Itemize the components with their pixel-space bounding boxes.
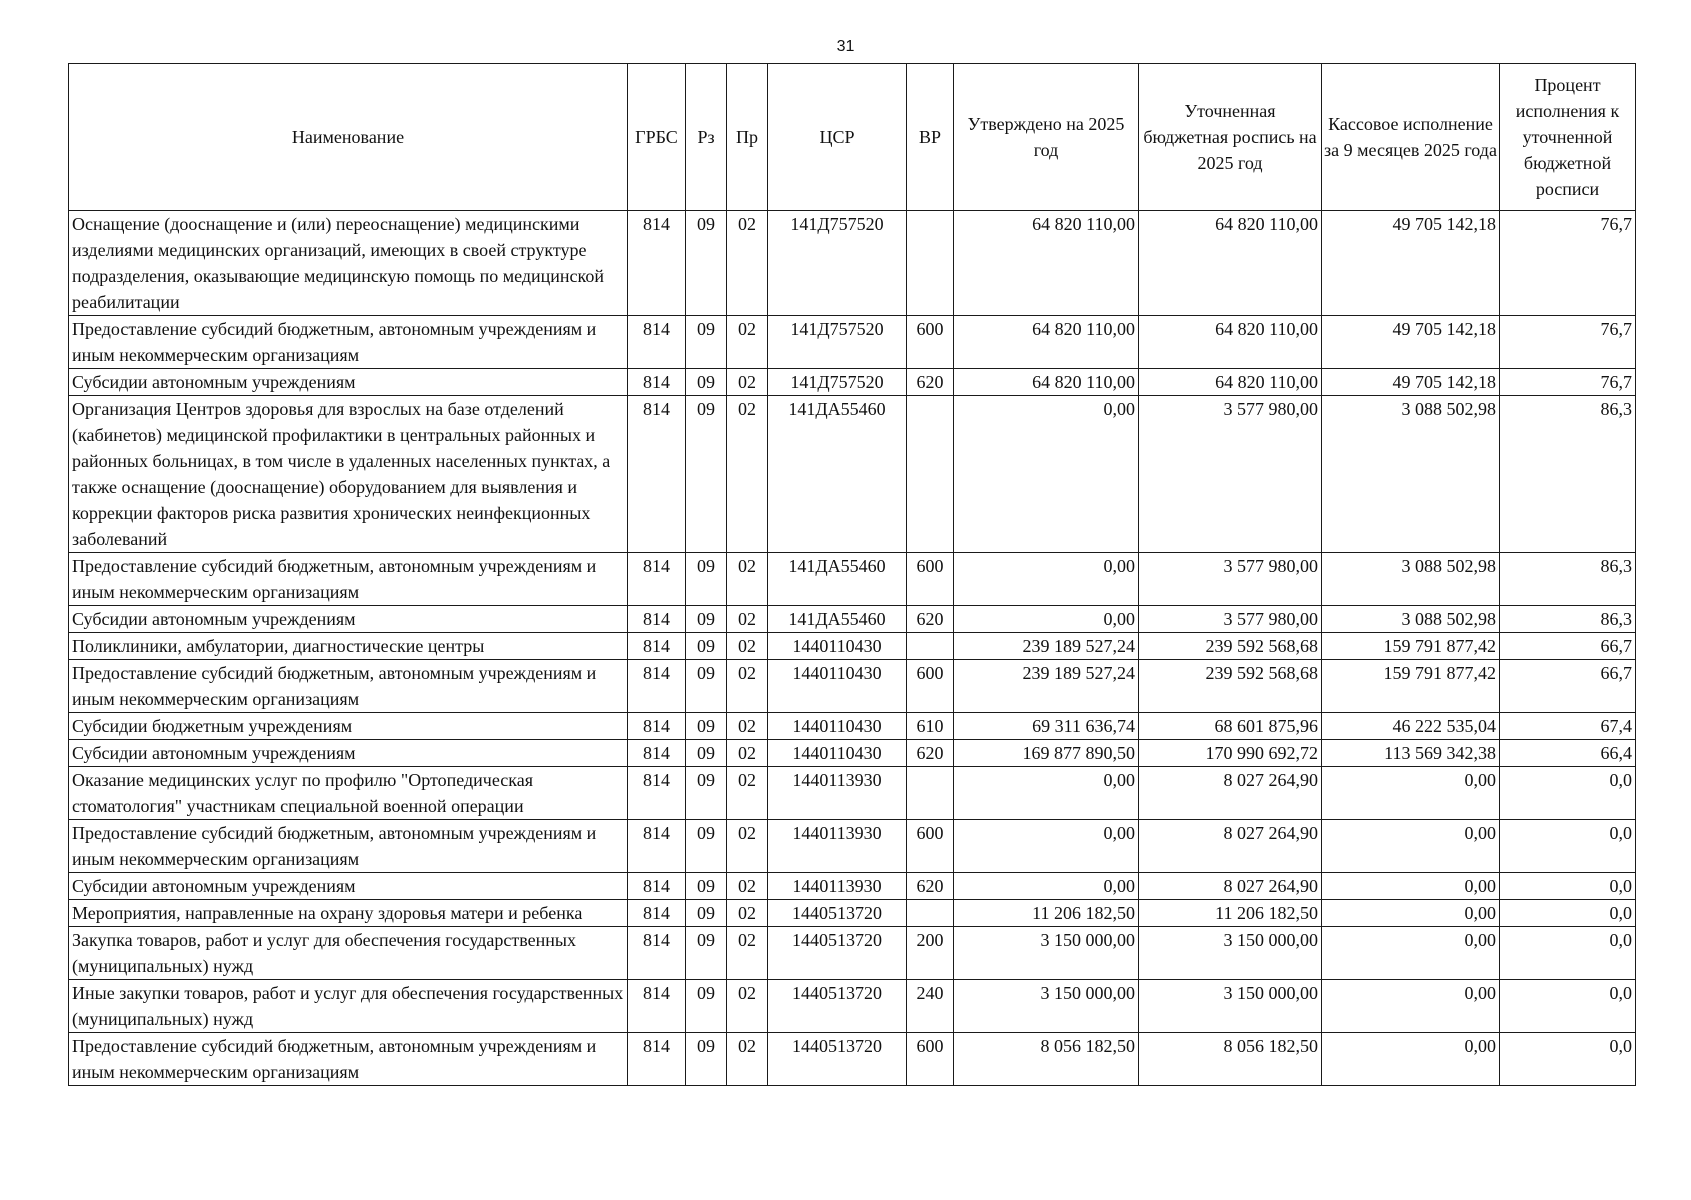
cell-cash: 49 705 142,18	[1322, 211, 1500, 316]
cell-name: Иные закупки товаров, работ и услуг для обеспечения государственных (муниципальных) нужд	[69, 980, 628, 1033]
cell-csr: 141Д757520	[768, 316, 907, 369]
cell-cash: 0,00	[1322, 873, 1500, 900]
cell-refined: 239 592 568,68	[1139, 633, 1322, 660]
cell-refined: 68 601 875,96	[1139, 713, 1322, 740]
cell-vr: 620	[907, 740, 954, 767]
cell-vr: 610	[907, 713, 954, 740]
cell-csr: 1440513720	[768, 1033, 907, 1086]
table-row	[69, 927, 1636, 980]
cell-approved: 239 189 527,24	[954, 633, 1139, 660]
cell-percent: 0,0	[1500, 873, 1636, 900]
cell-cash: 49 705 142,18	[1322, 369, 1500, 396]
cell-percent: 76,7	[1500, 316, 1636, 369]
cell-percent: 86,3	[1500, 606, 1636, 633]
cell-refined: 3 577 980,00	[1139, 396, 1322, 553]
cell-rz: 09	[686, 633, 727, 660]
cell-name: Поликлиники, амбулатории, диагностические центры	[69, 633, 628, 660]
cell-percent: 0,0	[1500, 820, 1636, 873]
table-row	[69, 396, 1636, 553]
cell-rz: 09	[686, 606, 727, 633]
cell-name: Предоставление субсидий бюджетным, автономным учреждениям и иным некоммерческим организациям	[69, 660, 628, 713]
cell-grbs: 814	[628, 873, 686, 900]
cell-csr: 1440110430	[768, 660, 907, 713]
cell-grbs: 814	[628, 553, 686, 606]
cell-grbs: 814	[628, 767, 686, 820]
cell-approved: 0,00	[954, 767, 1139, 820]
cell-rz: 09	[686, 553, 727, 606]
cell-approved: 3 150 000,00	[954, 927, 1139, 980]
cell-pr: 02	[727, 767, 768, 820]
cell-name: Предоставление субсидий бюджетным, автономным учреждениям и иным некоммерческим организациям	[69, 553, 628, 606]
cell-approved: 239 189 527,24	[954, 660, 1139, 713]
cell-refined: 3 577 980,00	[1139, 606, 1322, 633]
cell-csr: 1440110430	[768, 713, 907, 740]
cell-rz: 09	[686, 740, 727, 767]
cell-name: Субсидии бюджетным учреждениям	[69, 713, 628, 740]
cell-grbs: 814	[628, 713, 686, 740]
cell-approved: 0,00	[954, 820, 1139, 873]
cell-cash: 3 088 502,98	[1322, 553, 1500, 606]
col-header-approved: Утверждено на 2025 год	[954, 64, 1139, 211]
cell-percent: 0,0	[1500, 980, 1636, 1033]
cell-pr: 02	[727, 660, 768, 713]
cell-pr: 02	[727, 396, 768, 553]
cell-grbs: 814	[628, 606, 686, 633]
cell-vr	[907, 633, 954, 660]
cell-name: Субсидии автономным учреждениям	[69, 606, 628, 633]
cell-vr	[907, 396, 954, 553]
cell-rz: 09	[686, 767, 727, 820]
cell-pr: 02	[727, 211, 768, 316]
cell-csr: 1440513720	[768, 927, 907, 980]
page-number: 31	[836, 38, 855, 55]
cell-csr: 1440513720	[768, 980, 907, 1033]
cell-refined: 3 150 000,00	[1139, 980, 1322, 1033]
cell-pr: 02	[727, 606, 768, 633]
cell-pr: 02	[727, 873, 768, 900]
cell-pr: 02	[727, 1033, 768, 1086]
col-header-name: Наименование	[69, 64, 628, 211]
cell-rz: 09	[686, 316, 727, 369]
cell-csr: 1440513720	[768, 900, 907, 927]
cell-vr	[907, 900, 954, 927]
cell-pr: 02	[727, 369, 768, 396]
cell-percent: 0,0	[1500, 1033, 1636, 1086]
cell-cash: 46 222 535,04	[1322, 713, 1500, 740]
table-row	[69, 820, 1636, 873]
cell-pr: 02	[727, 980, 768, 1033]
cell-percent: 66,7	[1500, 633, 1636, 660]
col-header-cash: Кассовое исполнение за 9 месяцев 2025 года	[1322, 64, 1500, 211]
cell-rz: 09	[686, 369, 727, 396]
cell-rz: 09	[686, 873, 727, 900]
cell-refined: 8 027 264,90	[1139, 873, 1322, 900]
cell-vr: 620	[907, 369, 954, 396]
cell-refined: 8 027 264,90	[1139, 820, 1322, 873]
cell-vr: 600	[907, 1033, 954, 1086]
cell-vr: 600	[907, 316, 954, 369]
cell-name: Предоставление субсидий бюджетным, автономным учреждениям и иным некоммерческим организациям	[69, 820, 628, 873]
cell-csr: 1440110430	[768, 740, 907, 767]
table-row	[69, 660, 1636, 713]
cell-rz: 09	[686, 713, 727, 740]
cell-pr: 02	[727, 740, 768, 767]
col-header-pr: Пр	[727, 64, 768, 211]
table-row	[69, 316, 1636, 369]
cell-cash: 0,00	[1322, 1033, 1500, 1086]
cell-csr: 141ДА55460	[768, 606, 907, 633]
cell-cash: 0,00	[1322, 820, 1500, 873]
cell-percent: 76,7	[1500, 211, 1636, 316]
table-body	[69, 211, 1636, 1086]
cell-percent: 0,0	[1500, 767, 1636, 820]
cell-approved: 69 311 636,74	[954, 713, 1139, 740]
cell-grbs: 814	[628, 369, 686, 396]
cell-approved: 0,00	[954, 873, 1139, 900]
cell-csr: 1440113930	[768, 820, 907, 873]
cell-percent: 86,3	[1500, 396, 1636, 553]
cell-csr: 141ДА55460	[768, 396, 907, 553]
cell-grbs: 814	[628, 740, 686, 767]
cell-grbs: 814	[628, 211, 686, 316]
cell-approved: 11 206 182,50	[954, 900, 1139, 927]
cell-grbs: 814	[628, 927, 686, 980]
cell-approved: 64 820 110,00	[954, 211, 1139, 316]
cell-grbs: 814	[628, 633, 686, 660]
cell-rz: 09	[686, 927, 727, 980]
cell-pr: 02	[727, 927, 768, 980]
cell-refined: 64 820 110,00	[1139, 316, 1322, 369]
cell-pr: 02	[727, 316, 768, 369]
cell-pr: 02	[727, 900, 768, 927]
cell-rz: 09	[686, 660, 727, 713]
cell-csr: 141Д757520	[768, 369, 907, 396]
cell-percent: 67,4	[1500, 713, 1636, 740]
cell-refined: 8 027 264,90	[1139, 767, 1322, 820]
table-row	[69, 873, 1636, 900]
table-row	[69, 606, 1636, 633]
cell-approved: 64 820 110,00	[954, 316, 1139, 369]
cell-vr: 620	[907, 873, 954, 900]
col-header-vr: ВР	[907, 64, 954, 211]
cell-refined: 239 592 568,68	[1139, 660, 1322, 713]
cell-vr: 620	[907, 606, 954, 633]
cell-rz: 09	[686, 1033, 727, 1086]
cell-refined: 64 820 110,00	[1139, 211, 1322, 316]
table-row	[69, 211, 1636, 316]
cell-vr: 600	[907, 660, 954, 713]
cell-cash: 0,00	[1322, 767, 1500, 820]
col-header-grbs: ГРБС	[628, 64, 686, 211]
cell-name: Оказание медицинских услуг по профилю "Ортопедическая стоматология" участникам специальной военной операции	[69, 767, 628, 820]
col-header-percent: Процент исполнения к уточненной бюджетной росписи	[1500, 64, 1636, 211]
cell-refined: 8 056 182,50	[1139, 1033, 1322, 1086]
cell-name: Субсидии автономным учреждениям	[69, 740, 628, 767]
cell-percent: 66,4	[1500, 740, 1636, 767]
cell-csr: 1440110430	[768, 633, 907, 660]
cell-percent: 66,7	[1500, 660, 1636, 713]
cell-name: Предоставление субсидий бюджетным, автономным учреждениям и иным некоммерческим организациям	[69, 1033, 628, 1086]
cell-cash: 0,00	[1322, 980, 1500, 1033]
cell-csr: 141ДА55460	[768, 553, 907, 606]
cell-refined: 170 990 692,72	[1139, 740, 1322, 767]
cell-grbs: 814	[628, 980, 686, 1033]
cell-vr: 600	[907, 820, 954, 873]
cell-approved: 3 150 000,00	[954, 980, 1139, 1033]
table-row	[69, 740, 1636, 767]
table-row	[69, 767, 1636, 820]
cell-rz: 09	[686, 820, 727, 873]
cell-vr: 240	[907, 980, 954, 1033]
cell-percent: 0,0	[1500, 927, 1636, 980]
cell-name: Предоставление субсидий бюджетным, автономным учреждениям и иным некоммерческим организациям	[69, 316, 628, 369]
table-row	[69, 713, 1636, 740]
cell-csr: 141Д757520	[768, 211, 907, 316]
cell-percent: 0,0	[1500, 900, 1636, 927]
cell-rz: 09	[686, 900, 727, 927]
cell-pr: 02	[727, 820, 768, 873]
cell-vr	[907, 767, 954, 820]
table-row	[69, 980, 1636, 1033]
col-header-rz: Рз	[686, 64, 727, 211]
cell-pr: 02	[727, 553, 768, 606]
cell-grbs: 814	[628, 396, 686, 553]
cell-cash: 159 791 877,42	[1322, 633, 1500, 660]
cell-vr: 600	[907, 553, 954, 606]
cell-cash: 159 791 877,42	[1322, 660, 1500, 713]
cell-csr: 1440113930	[768, 767, 907, 820]
cell-approved: 8 056 182,50	[954, 1033, 1139, 1086]
cell-refined: 3 577 980,00	[1139, 553, 1322, 606]
budget-execution-table	[68, 63, 1636, 1086]
cell-grbs: 814	[628, 820, 686, 873]
cell-refined: 3 150 000,00	[1139, 927, 1322, 980]
col-header-csr: ЦСР	[768, 64, 907, 211]
cell-pr: 02	[727, 713, 768, 740]
cell-vr: 200	[907, 927, 954, 980]
table-header-row	[69, 64, 1636, 211]
cell-approved: 169 877 890,50	[954, 740, 1139, 767]
cell-name: Субсидии автономным учреждениям	[69, 873, 628, 900]
cell-rz: 09	[686, 980, 727, 1033]
cell-refined: 64 820 110,00	[1139, 369, 1322, 396]
cell-rz: 09	[686, 396, 727, 553]
cell-percent: 76,7	[1500, 369, 1636, 396]
cell-name: Мероприятия, направленные на охрану здоровья матери и ребенка	[69, 900, 628, 927]
table-row	[69, 369, 1636, 396]
cell-refined: 11 206 182,50	[1139, 900, 1322, 927]
cell-cash: 0,00	[1322, 900, 1500, 927]
cell-name: Субсидии автономным учреждениям	[69, 369, 628, 396]
table-row	[69, 900, 1636, 927]
cell-cash: 3 088 502,98	[1322, 396, 1500, 553]
table-row	[69, 553, 1636, 606]
cell-cash: 3 088 502,98	[1322, 606, 1500, 633]
cell-vr	[907, 211, 954, 316]
cell-name: Оснащение (дооснащение и (или) переоснащение) медицинскими изделиями медицинских организаций, имеющих в своей структуре подразделения, оказывающие медицинскую помощь по медицинской реабилитации	[69, 211, 628, 316]
cell-cash: 49 705 142,18	[1322, 316, 1500, 369]
cell-approved: 64 820 110,00	[954, 369, 1139, 396]
cell-rz: 09	[686, 211, 727, 316]
cell-name: Закупка товаров, работ и услуг для обеспечения государственных (муниципальных) нужд	[69, 927, 628, 980]
cell-grbs: 814	[628, 660, 686, 713]
cell-approved: 0,00	[954, 553, 1139, 606]
cell-grbs: 814	[628, 900, 686, 927]
col-header-refined: Уточненная бюджетная роспись на 2025 год	[1139, 64, 1322, 211]
cell-grbs: 814	[628, 1033, 686, 1086]
cell-csr: 1440113930	[768, 873, 907, 900]
cell-name: Организация Центров здоровья для взрослых на базе отделений (кабинетов) медицинской профилактики в центральных районных и районных больницах, в том числе в удаленных населенных пунктах, а также оснащение (дооснащение) оборудованием для выявления и коррекции факторов риска развития хронических неинфекционных заболеваний	[69, 396, 628, 553]
cell-pr: 02	[727, 633, 768, 660]
cell-grbs: 814	[628, 316, 686, 369]
table-row	[69, 1033, 1636, 1086]
cell-cash: 113 569 342,38	[1322, 740, 1500, 767]
table-row	[69, 633, 1636, 660]
cell-approved: 0,00	[954, 396, 1139, 553]
cell-cash: 0,00	[1322, 927, 1500, 980]
cell-approved: 0,00	[954, 606, 1139, 633]
cell-percent: 86,3	[1500, 553, 1636, 606]
